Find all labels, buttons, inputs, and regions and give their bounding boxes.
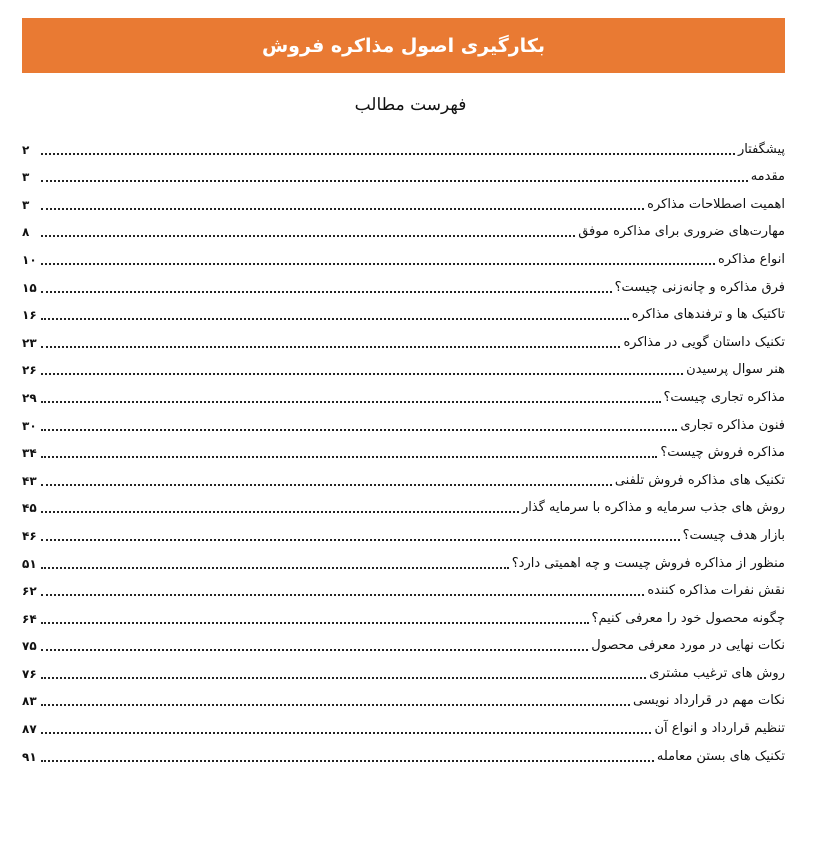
dot-leader (41, 346, 620, 348)
dot-leader (41, 649, 588, 651)
toc-entry-negotiation-vs-bargaining[interactable] (22, 272, 785, 300)
toc-entry-label: اهمیت اصطلاحات مذاکره (647, 196, 785, 212)
toc-entry-page: ۴۳ (22, 473, 37, 488)
toc-entry-negotiator-roles[interactable] (22, 576, 785, 604)
toc-entry-label: انواع مذاکره (717, 251, 785, 267)
toc-entry-essential-skills[interactable] (22, 217, 785, 245)
dot-leader (41, 539, 680, 541)
dot-leader (41, 429, 677, 431)
toc-entry-business-techniques[interactable] (22, 410, 785, 438)
toc-entry-contract-types[interactable] (22, 713, 785, 741)
toc-entry-page: ۵۱ (22, 556, 37, 571)
toc-entry-tactics-tricks[interactable] (22, 300, 785, 328)
dot-leader (41, 622, 589, 624)
toc-entry-label: روش های ترغیب مشتری (649, 665, 785, 681)
toc-entry-label: بازار هدف چیست؟ (682, 527, 785, 543)
toc-entry-label: روش های جذب سرمایه و مذاکره با سرمایه گذار (521, 500, 785, 516)
toc-entry-page: ۱۶ (22, 308, 37, 323)
toc-entry-art-of-asking[interactable] (22, 355, 785, 383)
dot-leader (41, 180, 748, 182)
toc-entry-storytelling[interactable] (22, 327, 785, 355)
toc-entry-label: مهارت‌های ضروری برای مذاکره موفق (578, 224, 785, 240)
toc-entry-product-introduction[interactable] (22, 603, 785, 631)
dot-leader (41, 456, 657, 458)
toc-entry-page: ۱۵ (22, 280, 37, 295)
toc-entry-business-negotiation[interactable] (22, 382, 785, 410)
toc-entry-page: ۴۵ (22, 501, 37, 516)
toc-entry-label: تکنیک های مذاکره فروش تلفنی (614, 472, 785, 488)
toc-entry-label: نکات نهایی در مورد معرفی محصول (591, 638, 785, 654)
dot-leader (41, 594, 644, 596)
dot-leader (41, 373, 683, 375)
toc-entry-page: ۷۶ (22, 666, 37, 681)
toc-entry-preface[interactable] (22, 134, 785, 162)
toc-entry-contract-writing[interactable] (22, 686, 785, 714)
toc-entry-page: ۳ (22, 170, 30, 185)
toc-entry-label: فنون مذاکره تجاری (680, 417, 785, 433)
toc-entry-sales-importance[interactable] (22, 548, 785, 576)
toc-entry-label: مذاکره تجاری چیست؟ (663, 389, 785, 405)
toc-entry-page: ۲۹ (22, 390, 37, 405)
dot-leader (41, 153, 735, 155)
dot-leader (41, 235, 575, 237)
toc-entry-page: ۲۳ (22, 335, 37, 350)
toc-entry-page: ۲ (22, 142, 30, 157)
toc-entry-customer-persuasion[interactable] (22, 658, 785, 686)
toc-entry-final-points[interactable] (22, 631, 785, 659)
table-of-contents (22, 134, 785, 769)
toc-entry-phone-sales[interactable] (22, 465, 785, 493)
toc-entry-label: مقدمه (750, 169, 785, 185)
dot-leader (41, 318, 629, 320)
toc-entry-closing-techniques[interactable] (22, 741, 785, 769)
dot-leader (41, 291, 612, 293)
toc-entry-page: ۷۵ (22, 639, 37, 654)
toc-entry-label: تکنیک های بستن معامله (656, 748, 785, 764)
toc-entry-label: منظور از مذاکره فروش چیست و چه اهمیتی دارد؟ (511, 555, 785, 571)
dot-leader (41, 208, 644, 210)
toc-title: فهرست مطالب (354, 95, 467, 115)
toc-entry-label: تنظیم قرارداد و انواع آن (654, 721, 785, 737)
toc-entry-page: ۳۰ (22, 418, 37, 433)
toc-entry-label: تاکتیک ها و ترفندهای مذاکره (631, 307, 785, 323)
toc-entry-page: ۹۱ (22, 749, 37, 764)
dot-leader (41, 732, 651, 734)
dot-leader (41, 401, 661, 403)
toc-entry-label: چگونه محصول خود را معرفی کنیم؟ (591, 610, 785, 626)
dot-leader (41, 511, 519, 513)
toc-entry-page: ۱۰ (22, 252, 37, 267)
toc-entry-page: ۸۷ (22, 722, 37, 737)
header-banner (22, 18, 785, 73)
toc-entry-page: ۶۴ (22, 611, 37, 626)
toc-entry-target-market[interactable] (22, 520, 785, 548)
toc-entry-label: فرق مذاکره و چانه‌زنی چیست؟ (614, 279, 785, 295)
toc-entry-page: ۳ (22, 197, 30, 212)
dot-leader (41, 760, 654, 762)
toc-entry-label: تکنیک داستان گویی در مذاکره (623, 334, 785, 350)
dot-leader (41, 677, 646, 679)
toc-entry-page: ۶۲ (22, 584, 37, 599)
dot-leader (41, 263, 715, 265)
dot-leader (41, 484, 612, 486)
toc-entry-label: هنر سوال پرسیدن (686, 362, 785, 378)
toc-entry-page: ۳۴ (22, 446, 37, 461)
toc-entry-page: ۲۶ (22, 363, 37, 378)
dot-leader (41, 704, 630, 706)
toc-entry-page: ۴۶ (22, 528, 37, 543)
toc-entry-label: پیشگفتار (737, 141, 785, 157)
toc-entry-page: ۸۳ (22, 694, 37, 709)
toc-entry-investor-negotiation[interactable] (22, 493, 785, 521)
document-title: بکارگیری اصول مذاکره فروش (261, 34, 546, 57)
toc-entry-label: نقش نفرات مذاکره کننده (647, 583, 785, 599)
toc-entry-terminology-importance[interactable] (22, 189, 785, 217)
dot-leader (41, 567, 509, 569)
toc-entry-label: مذاکره فروش چیست؟ (660, 445, 785, 461)
toc-entry-negotiation-types[interactable] (22, 244, 785, 272)
toc-entry-label: نکات مهم در قرارداد نویسی (632, 693, 785, 709)
toc-entry-introduction[interactable] (22, 162, 785, 190)
toc-entry-sales-negotiation[interactable] (22, 438, 785, 466)
toc-entry-page: ۸ (22, 225, 30, 240)
